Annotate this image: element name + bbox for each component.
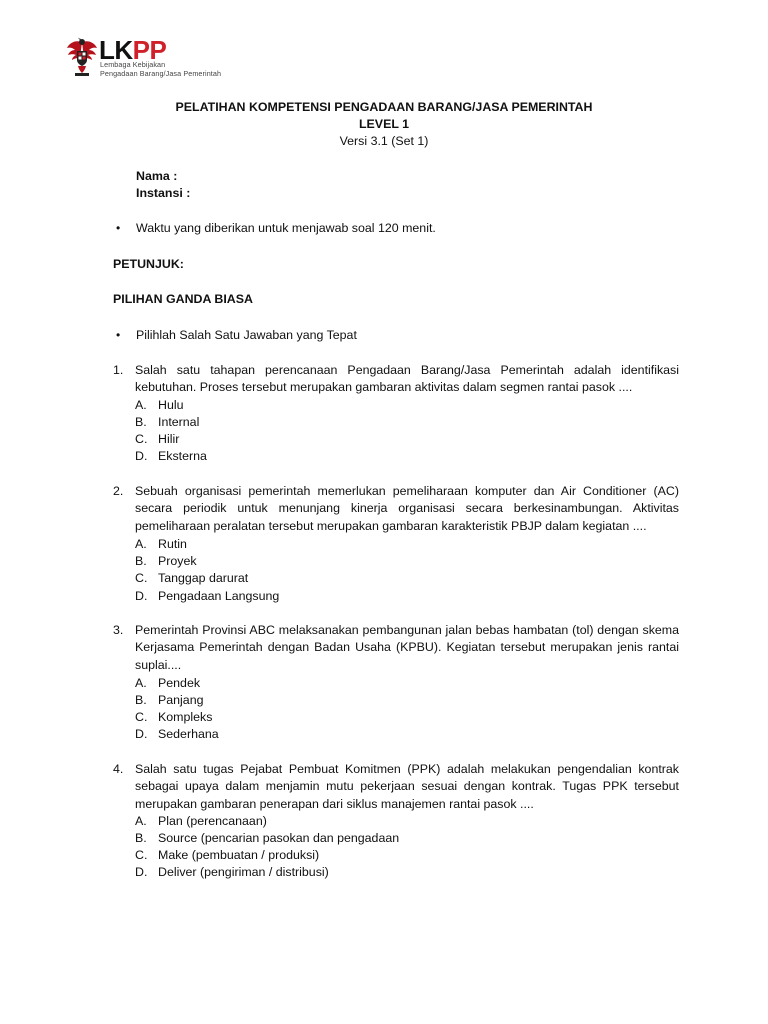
- section-heading: PILIHAN GANDA BIASA: [113, 292, 253, 306]
- option-text: Source (pencarian pasokan dan pengadaan: [158, 831, 400, 845]
- option-text: Eksterna: [158, 449, 207, 463]
- logo-word-black: LK: [99, 35, 133, 65]
- option-letter: B.: [135, 693, 147, 707]
- option-text: Make (pembuatan / produksi): [158, 848, 320, 862]
- option-letter: B.: [135, 554, 147, 568]
- option-letter: A.: [135, 676, 147, 690]
- document-title: PELATIHAN KOMPETENSI PENGADAAN BARANG/JASA PEMERINTAH: [175, 100, 593, 114]
- question-number: 4.: [113, 762, 124, 776]
- petunjuk-heading: PETUNJUK:: [113, 257, 184, 271]
- document-version: Versi 3.1 (Set 1): [339, 134, 429, 148]
- option-letter: C.: [135, 571, 148, 585]
- logo-subtitle-line-2: Pengadaan Barang/Jasa Pemerintah: [100, 69, 222, 78]
- option-text: Proyek: [158, 554, 197, 568]
- option-text: Deliver (pengiriman / distribusi): [158, 865, 329, 879]
- bullet-icon: •: [116, 328, 121, 342]
- question-number: 2.: [113, 484, 124, 498]
- option-text: Rutin: [158, 537, 187, 551]
- option-letter: B.: [135, 415, 147, 429]
- logo-subtitle-line-1: Lembaga Kebijakan: [100, 60, 166, 69]
- option-text: Hulu: [158, 398, 184, 412]
- option-text: Tanggap darurat: [158, 571, 249, 585]
- option-letter: A.: [135, 398, 147, 412]
- question-text: Pemerintah Provinsi ABC melaksanakan pembangunan jalan bebas hambatan (tol) dengan skema Kerjasama Pemerintah dengan Badan Usaha (KPBU). Kegiatan tersebut merupakan jenis rantai suplai....: [135, 623, 679, 672]
- question-number: 3.: [113, 623, 124, 637]
- bullet-icon: •: [116, 221, 121, 235]
- question-text: Sebuah organisasi pemerintah memerlukan pemeliharaan komputer dan Air Conditioner (AC) secara periodik untuk menunjang kinerja organisasi secara berkesinambungan. Aktivitas pemeliharaan peralatan tersebut merupakan gambaran karakteristik PBJP dalam kegiatan ....: [135, 484, 679, 533]
- question-text: Salah satu tahapan perencanaan Pengadaan Barang/Jasa Pemerintah adalah identifikasi kebutuhan. Proses tersebut merupakan gambaran aktivitas dalam segmen rantai pasok ....: [135, 363, 679, 395]
- document-level: LEVEL 1: [358, 117, 410, 131]
- time-note: Waktu yang diberikan untuk menjawab soal 120 menit.: [136, 221, 436, 235]
- option-text: Plan (perencanaan): [158, 814, 267, 828]
- option-letter: D.: [135, 589, 148, 603]
- nama-field-label: Nama :: [136, 169, 178, 183]
- option-text: Internal: [158, 415, 200, 429]
- option-text: Panjang: [158, 693, 204, 707]
- question-number: 1.: [113, 363, 124, 377]
- option-letter: B.: [135, 831, 147, 845]
- garuda-emblem-icon: [66, 36, 98, 78]
- option-text: Kompleks: [158, 710, 213, 724]
- option-letter: C.: [135, 710, 148, 724]
- option-text: Sederhana: [158, 727, 219, 741]
- option-letter: C.: [135, 432, 148, 446]
- option-text: Pendek: [158, 676, 201, 690]
- option-letter: A.: [135, 537, 147, 551]
- option-letter: C.: [135, 848, 148, 862]
- option-text: Pengadaan Langsung: [158, 589, 280, 603]
- lkpp-logo: [66, 36, 226, 82]
- logo-word-red: PP: [132, 35, 167, 65]
- instruction-text: Pilihlah Salah Satu Jawaban yang Tepat: [136, 328, 357, 342]
- option-letter: A.: [135, 814, 147, 828]
- option-letter: D.: [135, 727, 148, 741]
- question-text: Salah satu tugas Pejabat Pembuat Komitmen (PPK) adalah melakukan pengendalian kontrak sebagai upaya dalam menjamin mutu pekerjaan sesuai dengan kontrak. Tugas PPK tersebut merupakan gambaran penerapan dari siklus manajemen rantai pasok ....: [135, 762, 679, 811]
- option-letter: D.: [135, 865, 148, 879]
- option-letter: D.: [135, 449, 148, 463]
- option-text: Hilir: [158, 432, 180, 446]
- instansi-field-label: Instansi :: [136, 186, 191, 200]
